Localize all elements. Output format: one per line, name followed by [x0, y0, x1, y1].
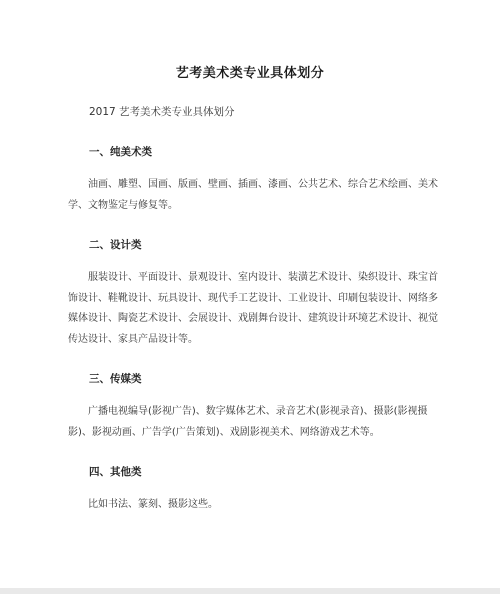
section-heading-other: 四、其他类 [89, 466, 142, 478]
page-bottom-edge [0, 588, 500, 594]
section-body-fine-art: 油画、雕塑、国画、版画、壁画、插画、漆画、公共艺术、综合艺术绘画、美术学、文物鉴定与修复等。 [68, 179, 438, 211]
section-heading-design: 二、设计类 [89, 239, 142, 251]
section-body-design: 服装设计、平面设计、景观设计、室内设计、装潢艺术设计、染织设计、珠宝首饰设计、鞋靴设计、玩具设计、现代手工艺设计、工业设计、印刷包装设计、网络多媒体设计、陶瓷艺术设计、会展设计、戏剧舞台设计、建筑设计环境艺术设计、视觉传达设计、家具产品设计等。 [68, 272, 438, 345]
section-heading-media: 三、传媒类 [89, 373, 142, 385]
section-body-other: 比如书法、篆刻、摄影这些。 [88, 499, 218, 510]
section-body-media: 广播电视编导(影视广告)、数字媒体艺术、录音艺术(影视录音)、摄影(影视摄影)、影视动画、广告学(广告策划)、戏剧影视美术、网络游戏艺术等。 [68, 406, 428, 438]
document-subtitle: 2017 艺考美术类专业具体划分 [89, 106, 235, 118]
section-heading-fine-art: 一、纯美术类 [89, 146, 152, 158]
document-title: 艺考美术类专业具体划分 [175, 66, 325, 81]
